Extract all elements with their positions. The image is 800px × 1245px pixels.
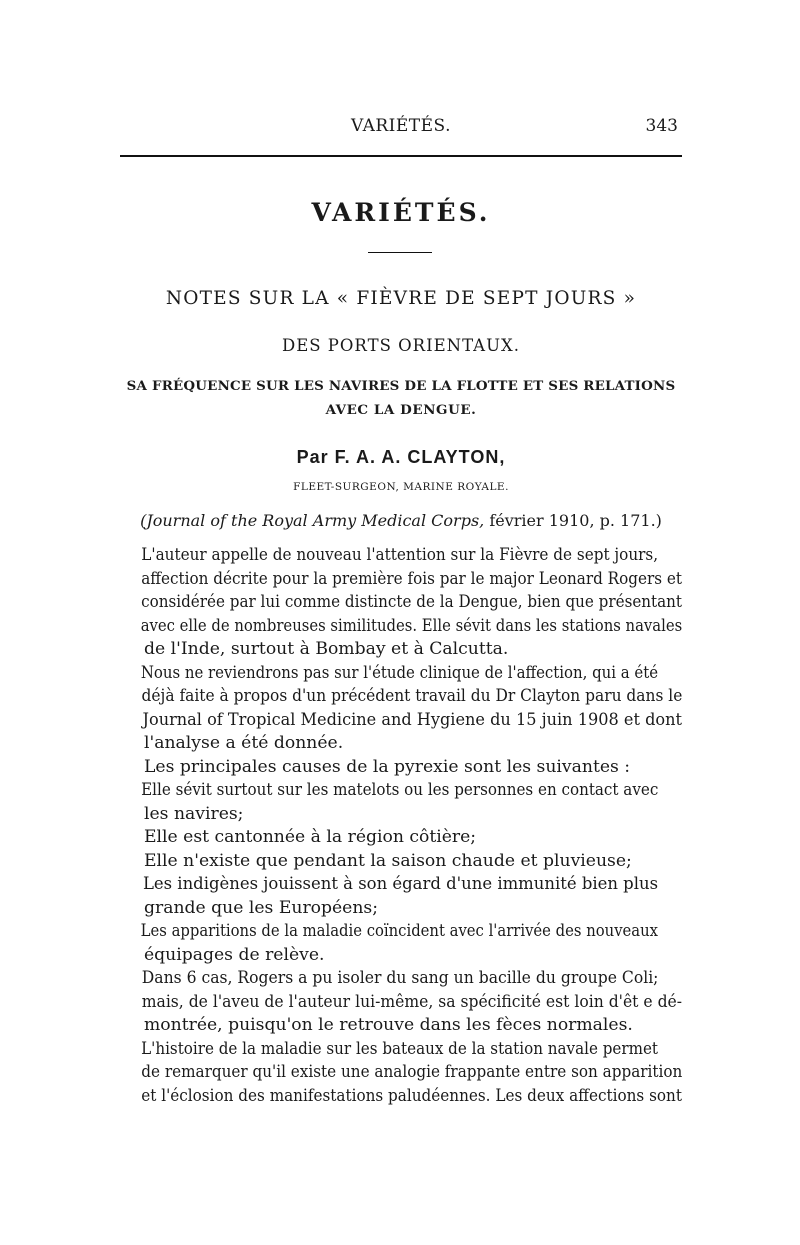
article-title-line1: NOTES SUR LA « FIÈVRE DE SEPT JOURS » — [165, 288, 637, 309]
text-line: Elle sévit surtout sur les matelots ou les personnes en contact avec — [141, 780, 659, 800]
text-line: les navires; — [144, 803, 244, 824]
text-line: Les apparitions de la maladie coïncident avec l'arrivée des nouveaux — [140, 921, 659, 941]
header-rule — [120, 155, 682, 157]
text-line: Nous ne reviendrons pas sur l'étude clinique de l'affection, qui a été — [140, 662, 659, 683]
text-line: avec elle de nombreuses similitudes. Elle sévit dans les stations navales — [140, 615, 683, 636]
text-line: Elle n'existe que pendant la saison chaude et pluvieuse; — [144, 850, 632, 871]
text-line: Les indigènes jouissent à son égard d'une immunité bien plus — [142, 874, 659, 894]
running-header — [120, 116, 682, 140]
text-line: Elle est cantonnée à la région côtière; — [144, 827, 477, 847]
text-line: et l'éclosion des manifestations paludéennes. Les deux affections sont — [141, 1085, 682, 1106]
text-line: Dans 6 cas, Rogers a pu isoler du sang un bacille du groupe Coli; — [141, 968, 659, 988]
paragraph — [120, 544, 682, 662]
text-line: considérée par lui comme distincte de la Dengue, bien que présentant — [141, 592, 683, 612]
author-affiliation: FLEET-SURGEON, MARINE ROYALE. — [293, 481, 509, 493]
article-subtitle-line2: AVEC LA DENGUE. — [325, 402, 477, 418]
source-journal: (Journal of the Royal Army Medical Corps, — [140, 511, 485, 530]
running-title: VARIÉTÉS. — [350, 116, 452, 136]
paragraph — [120, 967, 682, 1038]
paragraph — [120, 662, 682, 756]
paragraph — [120, 920, 682, 967]
source-date: février 1910, p. 171.) — [489, 511, 662, 530]
text-line: Les principales causes de la pyrexie sont les suivantes : — [144, 756, 631, 777]
article-subtitle-line1: SA FRÉQUENCE SUR LES NAVIRES DE LA FLOTTE ET SES RELATIONS — [126, 378, 676, 394]
paragraph — [120, 1038, 682, 1109]
paragraph — [120, 779, 682, 826]
page-number: 343 — [645, 116, 678, 136]
section-title: VARIÉTÉS. — [311, 198, 491, 227]
text-line: L'auteur appelle de nouveau l'attention sur la Fièvre de sept jours, — [141, 545, 659, 565]
text-line: de l'Inde, surtout à Bombay et à Calcutta. — [144, 639, 509, 659]
paragraph — [120, 826, 682, 850]
text-line: équipages de relève. — [144, 944, 325, 965]
text-line: grande que les Européens; — [144, 897, 379, 918]
article-title-line2: DES PORTS ORIENTAUX. — [281, 336, 520, 355]
text-line: déjà faite à propos d'un précédent travail du Dr Clayton paru dans le — [141, 686, 683, 706]
paragraph — [120, 756, 682, 780]
text-line: Journal of Tropical Medicine and Hygiene du 15 juin 1908 et dont — [142, 709, 682, 730]
title-rule — [368, 252, 432, 253]
paragraph — [120, 850, 682, 874]
text-line: de remarquer qu'il existe une analogie frappante entre son apparition — [141, 1062, 683, 1082]
text-line: montrée, puisqu'on le retrouve dans les fèces normales. — [144, 1015, 633, 1035]
text-line: L'histoire de la maladie sur les bateaux de la station navale permet — [141, 1038, 658, 1059]
text-line: l'analyse a été donnée. — [144, 733, 344, 753]
paragraph — [120, 873, 682, 920]
text-line: affection décrite pour la première fois par le major Leonard Rogers et — [141, 568, 682, 589]
text-line: mais, de l'aveu de l'auteur lui-même, sa spécificité est loin d'êt e dé- — [141, 991, 683, 1012]
source-citation — [120, 511, 682, 530]
article-body — [120, 544, 682, 1108]
author: Par F. A. A. CLAYTON, — [296, 447, 506, 467]
